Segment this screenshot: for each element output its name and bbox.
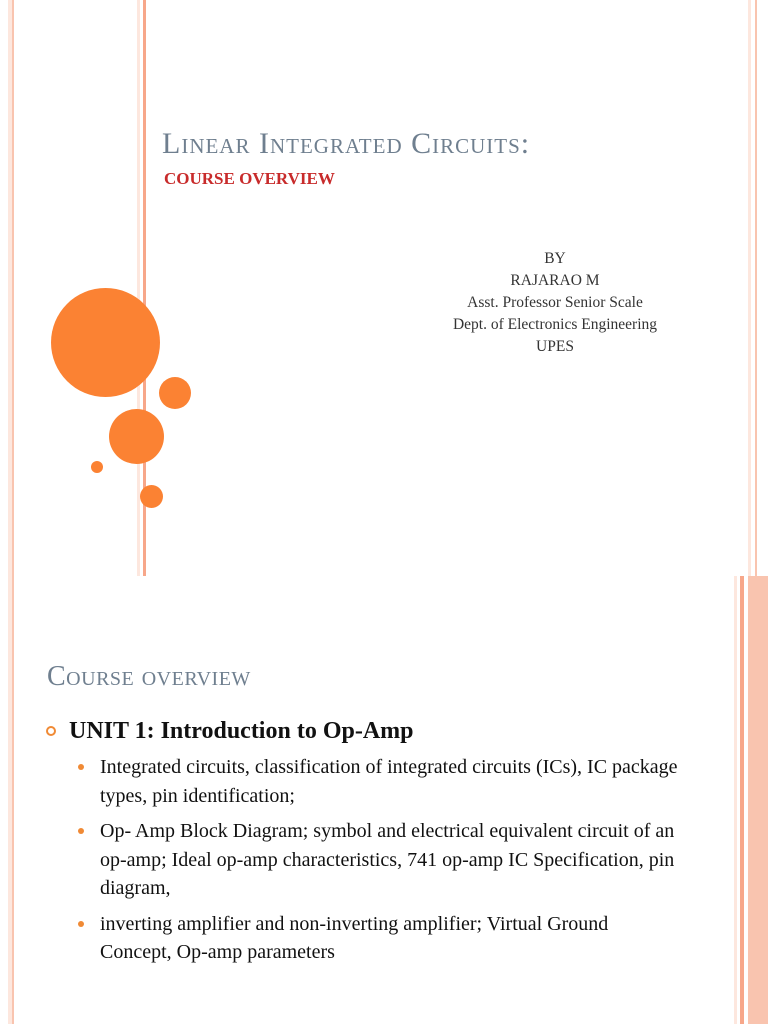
right-edge-stripe-accent (755, 0, 757, 576)
author-department: Dept. of Electronics Engineering (452, 316, 657, 333)
right-stripe-light (734, 576, 737, 1024)
orange-dot-bullet-icon (78, 828, 84, 834)
orange-dot-bullet-icon (78, 764, 84, 770)
unit-title: UNIT 1: Introduction to Op-Amp (69, 718, 414, 744)
topic-text: Op- Amp Block Diagram; symbol and electrical equivalent circuit of an op-amp; Ideal op-amp characteristics, 741 op-amp IC Specification, pin diagram, (100, 820, 675, 899)
unit-heading (46, 716, 414, 746)
course-title: Linear Integrated Circuits: (162, 127, 531, 160)
topic-list (78, 753, 678, 974)
hollow-circle-bullet-icon (46, 726, 56, 736)
author-name: RAJARAO M (510, 272, 600, 289)
bottom-orange-circle-icon (140, 485, 163, 508)
large-orange-circle-icon (51, 288, 160, 397)
medium-orange-circle-icon (109, 409, 164, 464)
author-by-label: BY (544, 250, 566, 267)
right-edge-stripe (748, 0, 751, 576)
topic-text: Integrated circuits, classification of integrated circuits (ICs), IC package types, pin identification; (100, 756, 678, 807)
overview-title: Course overview (47, 661, 251, 692)
decorative-vertical-stripe-light (137, 0, 140, 576)
right-stripe-wide (748, 576, 768, 1024)
course-overview-slide (0, 576, 768, 1024)
list-item (78, 817, 678, 903)
right-stripe-orange (740, 576, 744, 1024)
author-designation: Asst. Professor Senior Scale (467, 294, 643, 311)
list-item (78, 753, 678, 810)
small-orange-circle-icon (159, 377, 191, 409)
author-institution: UPES (536, 338, 574, 355)
list-item (78, 910, 678, 967)
course-subtitle: COURSE OVERVIEW (164, 169, 335, 188)
author-details (400, 248, 710, 358)
left-edge-stripe-accent (12, 0, 14, 576)
orange-dot-bullet-icon (78, 921, 84, 927)
left-edge-stripe-accent (12, 576, 14, 1024)
topic-text: inverting amplifier and non-inverting amplifier; Virtual Ground Concept, Op-amp parameters (100, 912, 609, 963)
tiny-orange-circle-icon (91, 461, 103, 473)
